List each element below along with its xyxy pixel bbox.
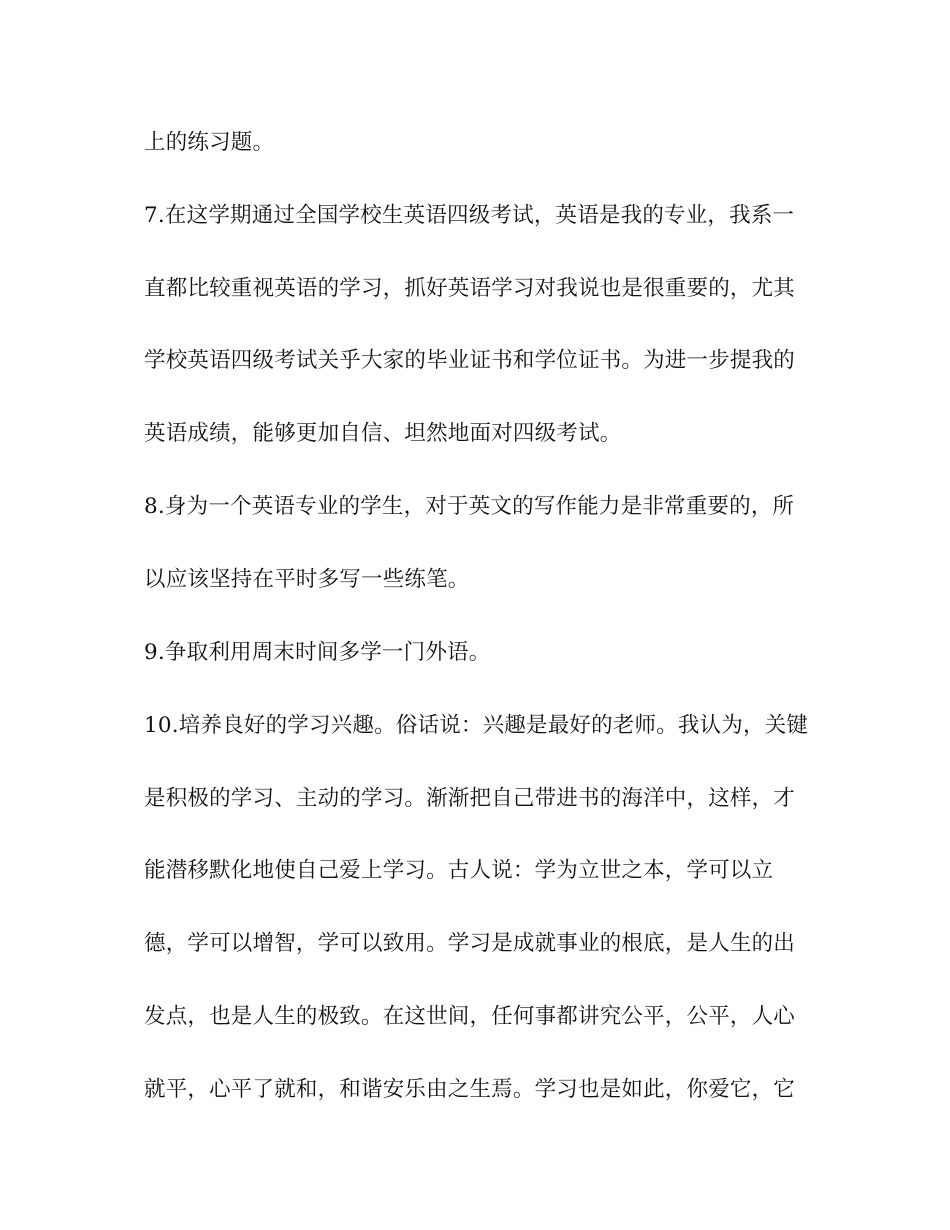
text-line: 上的练习题。 — [144, 130, 275, 155]
text-line: 9.争取利用周末时间多学一门外语。 — [144, 640, 491, 665]
text-line: 能潜移默化地使自己爱上学习。古人说：学为立世之本，学可以立 — [144, 858, 774, 883]
text-line: 英语成绩，能够更加自信、坦然地面对四级考试。 — [144, 421, 622, 446]
text-line: 是积极的学习、主动的学习。渐渐把自己带进书的海洋中，这样，才 — [144, 786, 796, 811]
text-line: 以应该坚持在平时多写一些练笔。 — [144, 567, 470, 592]
text-line: 8.身为一个英语专业的学生，对于英文的写作能力是非常重要的，所 — [144, 494, 795, 519]
text-line: 直都比较重视英语的学习，抓好英语学习对我说也是很重要的，尤其 — [144, 276, 796, 301]
text-line: 德，学可以增智，学可以致用。学习是成就事业的根底，是人生的出 — [144, 931, 796, 956]
text-line: 发点，也是人生的极致。在这世间，任何事都讲究公平，公平，人心 — [144, 1004, 796, 1029]
text-line: 10.培养良好的学习兴趣。俗话说：兴趣是最好的老师。我认为，关键 — [144, 713, 809, 738]
text-line: 7.在这学期通过全国学校生英语四级考试，英语是我的专业，我系一 — [144, 203, 795, 228]
text-line: 学校英语四级考试关乎大家的毕业证书和学位证书。为进一步提我的 — [144, 348, 796, 373]
text-line: 就平，心平了就和，和谐安乐由之生焉。学习也是如此，你爱它，它 — [144, 1077, 796, 1102]
